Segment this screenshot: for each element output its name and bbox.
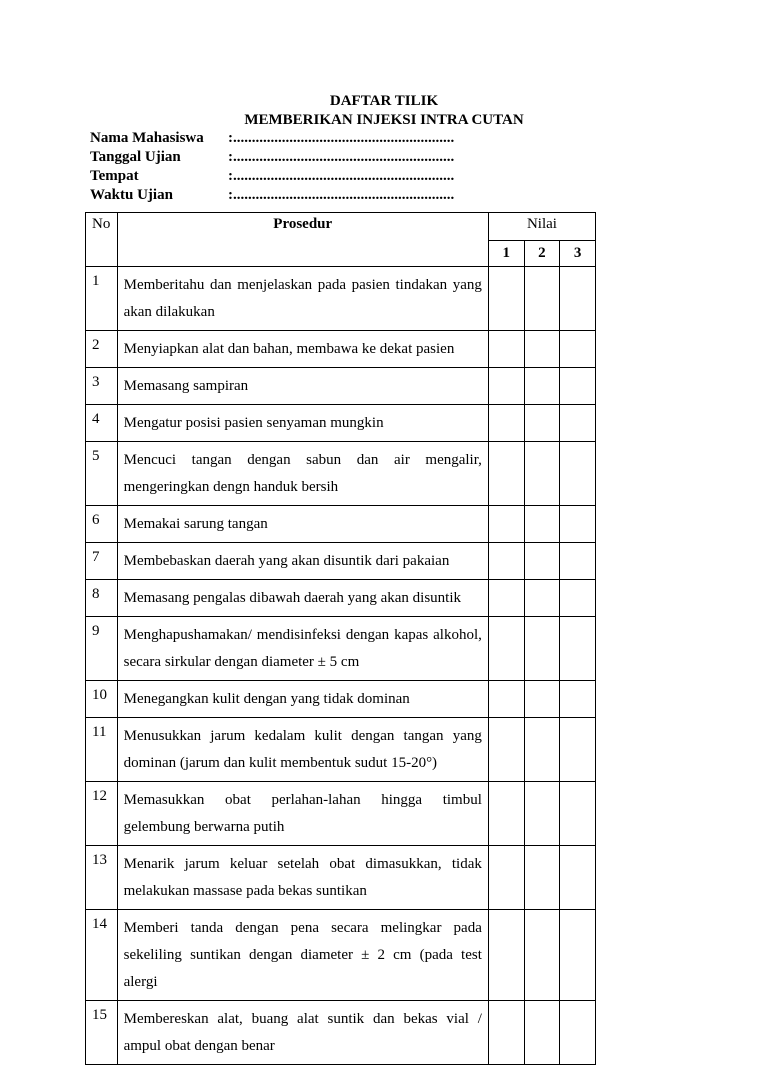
header-score-2: 2 bbox=[524, 241, 560, 267]
procedure-text: Mencuci tangan dengan sabun dan air mengalir, mengeringkan dengn handuk bersih bbox=[117, 442, 488, 506]
table-row bbox=[86, 368, 596, 405]
student-info-fields bbox=[90, 129, 454, 205]
score-cell-3[interactable] bbox=[560, 580, 596, 617]
procedure-text: Menghapushamakan/ mendisinfeksi dengan kapas alkohol, secara sirkular dengan diameter ± 5 cm bbox=[117, 617, 488, 681]
score-cell-2[interactable] bbox=[524, 442, 560, 506]
row-number: 4 bbox=[86, 405, 118, 442]
field-label: Nama Mahasiswa bbox=[90, 130, 204, 146]
table-row bbox=[86, 331, 596, 368]
score-cell-3[interactable] bbox=[560, 782, 596, 846]
table-row bbox=[86, 267, 596, 331]
procedure-text: Membebaskan daerah yang akan disuntik dari pakaian bbox=[117, 543, 488, 580]
header-score-1: 1 bbox=[488, 241, 524, 267]
field-row-tempat bbox=[90, 167, 454, 186]
table-row bbox=[86, 543, 596, 580]
score-cell-2[interactable] bbox=[524, 910, 560, 1001]
score-cell-3[interactable] bbox=[560, 442, 596, 506]
procedure-text: Mengatur posisi pasien senyaman mungkin bbox=[117, 405, 488, 442]
header-no: No bbox=[86, 213, 118, 267]
procedure-text: Memakai sarung tangan bbox=[117, 506, 488, 543]
row-number: 15 bbox=[86, 1001, 118, 1065]
row-number: 8 bbox=[86, 580, 118, 617]
procedure-text: Memberitahu dan menjelaskan pada pasien tindakan yang akan dilakukan bbox=[117, 267, 488, 331]
procedure-text: Memasang sampiran bbox=[117, 368, 488, 405]
procedure-text: Menusukkan jarum kedalam kulit dengan tangan yang dominan (jarum dan kulit membentuk sudut 15-20°) bbox=[117, 718, 488, 782]
score-cell-3[interactable] bbox=[560, 617, 596, 681]
procedure-text: Memberi tanda dengan pena secara melingkar pada sekeliling suntikan dengan diameter ± 2 cm (pada test alergi bbox=[117, 910, 488, 1001]
score-cell-1[interactable] bbox=[488, 1001, 524, 1065]
procedure-text: Memasang pengalas dibawah daerah yang akan disuntik bbox=[117, 580, 488, 617]
table-row bbox=[86, 580, 596, 617]
score-cell-1[interactable] bbox=[488, 580, 524, 617]
score-cell-2[interactable] bbox=[524, 580, 560, 617]
table-row bbox=[86, 681, 596, 718]
header-score: Nilai bbox=[488, 213, 595, 241]
score-cell-2[interactable] bbox=[524, 368, 560, 405]
row-number: 14 bbox=[86, 910, 118, 1001]
row-number: 6 bbox=[86, 506, 118, 543]
row-number: 13 bbox=[86, 846, 118, 910]
title-line-1: DAFTAR TILIK bbox=[329, 93, 439, 109]
row-number: 7 bbox=[86, 543, 118, 580]
score-cell-3[interactable] bbox=[560, 368, 596, 405]
score-cell-3[interactable] bbox=[560, 910, 596, 1001]
table-row bbox=[86, 782, 596, 846]
score-cell-3[interactable] bbox=[560, 405, 596, 442]
row-number: 10 bbox=[86, 681, 118, 718]
score-cell-1[interactable] bbox=[488, 506, 524, 543]
score-cell-2[interactable] bbox=[524, 1001, 560, 1065]
field-label: Tanggal Ujian bbox=[90, 149, 181, 165]
score-cell-3[interactable] bbox=[560, 846, 596, 910]
score-cell-1[interactable] bbox=[488, 543, 524, 580]
score-cell-2[interactable] bbox=[524, 506, 560, 543]
header-score-3: 3 bbox=[560, 241, 596, 267]
score-cell-1[interactable] bbox=[488, 846, 524, 910]
procedure-text: Membereskan alat, buang alat suntik dan bekas vial / ampul obat dengan benar bbox=[117, 1001, 488, 1065]
field-label: Waktu Ujian bbox=[90, 187, 173, 203]
checklist-table bbox=[85, 212, 596, 1065]
field-value-blank: :........................................................... bbox=[228, 168, 455, 184]
procedure-text: Menyiapkan alat dan bahan, membawa ke dekat pasien bbox=[117, 331, 488, 368]
score-cell-2[interactable] bbox=[524, 846, 560, 910]
score-cell-3[interactable] bbox=[560, 543, 596, 580]
score-cell-1[interactable] bbox=[488, 331, 524, 368]
score-cell-1[interactable] bbox=[488, 617, 524, 681]
row-number: 5 bbox=[86, 442, 118, 506]
score-cell-2[interactable] bbox=[524, 782, 560, 846]
table-row bbox=[86, 718, 596, 782]
row-number: 9 bbox=[86, 617, 118, 681]
procedure-text: Memasukkan obat perlahan-lahan hingga timbul gelembung berwarna putih bbox=[117, 782, 488, 846]
score-cell-2[interactable] bbox=[524, 331, 560, 368]
row-number: 2 bbox=[86, 331, 118, 368]
field-value-blank: :........................................................... bbox=[228, 130, 455, 146]
field-row-nama bbox=[90, 129, 454, 148]
field-label: Tempat bbox=[90, 168, 139, 184]
field-value-blank: :........................................................... bbox=[228, 187, 455, 203]
table-row bbox=[86, 405, 596, 442]
header-procedure: Prosedur bbox=[117, 213, 488, 267]
row-number: 12 bbox=[86, 782, 118, 846]
row-number: 1 bbox=[86, 267, 118, 331]
score-cell-3[interactable] bbox=[560, 681, 596, 718]
score-cell-1[interactable] bbox=[488, 681, 524, 718]
score-cell-3[interactable] bbox=[560, 267, 596, 331]
score-cell-1[interactable] bbox=[488, 368, 524, 405]
row-number: 3 bbox=[86, 368, 118, 405]
score-cell-1[interactable] bbox=[488, 405, 524, 442]
score-cell-2[interactable] bbox=[524, 267, 560, 331]
score-cell-2[interactable] bbox=[524, 681, 560, 718]
score-cell-1[interactable] bbox=[488, 442, 524, 506]
table-row bbox=[86, 846, 596, 910]
score-cell-1[interactable] bbox=[488, 718, 524, 782]
procedure-text: Menegangkan kulit dengan yang tidak dominan bbox=[117, 681, 488, 718]
table-row bbox=[86, 617, 596, 681]
score-cell-3[interactable] bbox=[560, 1001, 596, 1065]
document-title bbox=[0, 92, 768, 130]
score-cell-2[interactable] bbox=[524, 617, 560, 681]
field-row-tanggal bbox=[90, 148, 454, 167]
field-row-waktu bbox=[90, 186, 454, 205]
score-cell-2[interactable] bbox=[524, 405, 560, 442]
procedure-text: Menarik jarum keluar setelah obat dimasukkan, tidak melakukan massase pada bekas suntikan bbox=[117, 846, 488, 910]
table-row bbox=[86, 1001, 596, 1065]
score-cell-1[interactable] bbox=[488, 910, 524, 1001]
score-cell-3[interactable] bbox=[560, 718, 596, 782]
title-line-2: MEMBERIKAN INJEKSI INTRA CUTAN bbox=[244, 112, 524, 128]
table-row bbox=[86, 506, 596, 543]
score-cell-1[interactable] bbox=[488, 267, 524, 331]
row-number: 11 bbox=[86, 718, 118, 782]
score-cell-2[interactable] bbox=[524, 543, 560, 580]
table-row bbox=[86, 910, 596, 1001]
field-value-blank: :........................................................... bbox=[228, 149, 455, 165]
score-cell-2[interactable] bbox=[524, 718, 560, 782]
score-cell-3[interactable] bbox=[560, 506, 596, 543]
score-cell-1[interactable] bbox=[488, 782, 524, 846]
score-cell-3[interactable] bbox=[560, 331, 596, 368]
table-row bbox=[86, 442, 596, 506]
checklist-body bbox=[86, 267, 596, 1065]
